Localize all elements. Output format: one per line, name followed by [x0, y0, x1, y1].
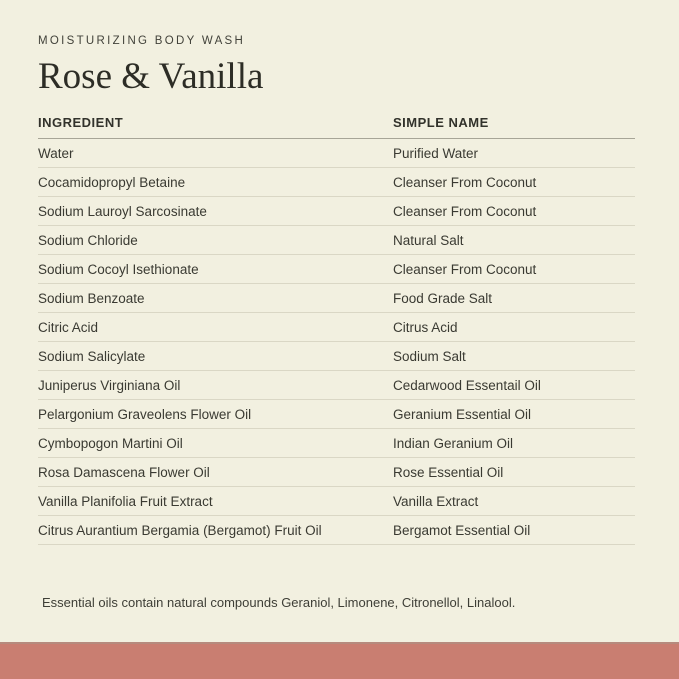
simple-name-cell: Indian Geranium Oil [393, 435, 514, 451]
product-category: MOISTURIZING BODY WASH [38, 35, 246, 47]
simple-name-cell: Cleanser From Coconut [393, 203, 537, 219]
column-header-ingredient: INGREDIENT [38, 115, 124, 130]
ingredient-cell: Sodium Cocoyl Isethionate [38, 261, 199, 277]
simple-name-cell: Vanilla Extract [393, 493, 479, 509]
ingredient-cell: Cocamidopropyl Betaine [38, 174, 186, 190]
simple-name-cell: Purified Water [393, 145, 479, 161]
table-row [38, 226, 635, 255]
table-row [38, 197, 635, 226]
table-row [38, 284, 635, 313]
table-row [38, 371, 635, 400]
ingredient-cell: Sodium Salicylate [38, 348, 146, 364]
table-row [38, 255, 635, 284]
table-row [38, 342, 635, 371]
table-row [38, 516, 635, 545]
bottom-band [0, 642, 679, 679]
table-row [38, 487, 635, 516]
simple-name-cell: Cleanser From Coconut [393, 261, 537, 277]
ingredient-cell: Juniperus Virginiana Oil [38, 377, 181, 393]
table-row [38, 168, 635, 197]
product-title: Rose & Vanilla [38, 56, 264, 97]
table-row [38, 400, 635, 429]
column-header-simple-name: SIMPLE NAME [393, 115, 489, 130]
table-row [38, 313, 635, 342]
ingredient-cell: Sodium Lauroyl Sarcosinate [38, 203, 207, 219]
simple-name-cell: Sodium Salt [393, 348, 466, 364]
simple-name-cell: Food Grade Salt [393, 290, 493, 306]
ingredient-cell: Pelargonium Graveolens Flower Oil [38, 406, 252, 422]
simple-name-cell: Citrus Acid [393, 319, 458, 335]
table-row [38, 139, 635, 168]
simple-name-cell: Cleanser From Coconut [393, 174, 537, 190]
table-header-row [38, 115, 635, 139]
simple-name-cell: Natural Salt [393, 232, 464, 248]
simple-name-cell: Bergamot Essential Oil [393, 522, 531, 538]
ingredient-cell: Sodium Chloride [38, 232, 138, 248]
ingredient-cell: Cymbopogon Martini Oil [38, 435, 183, 451]
ingredient-cell: Water [38, 145, 74, 161]
ingredient-cell: Citrus Aurantium Bergamia (Bergamot) Fruit Oil [38, 522, 322, 538]
simple-name-cell: Cedarwood Essentail Oil [393, 377, 541, 393]
table-row [38, 429, 635, 458]
ingredient-cell: Citric Acid [38, 319, 99, 335]
ingredient-cell: Vanilla Planifolia Fruit Extract [38, 493, 213, 509]
ingredient-cell: Sodium Benzoate [38, 290, 145, 306]
simple-name-cell: Rose Essential Oil [393, 464, 504, 480]
simple-name-cell: Geranium Essential Oil [393, 406, 532, 422]
ingredient-table [38, 115, 635, 545]
ingredient-cell: Rosa Damascena Flower Oil [38, 464, 210, 480]
essential-oils-note: Essential oils contain natural compounds Geraniol, Limonene, Citronellol, Linalool. [42, 595, 516, 610]
table-row [38, 458, 635, 487]
ingredient-table-body [38, 139, 635, 545]
